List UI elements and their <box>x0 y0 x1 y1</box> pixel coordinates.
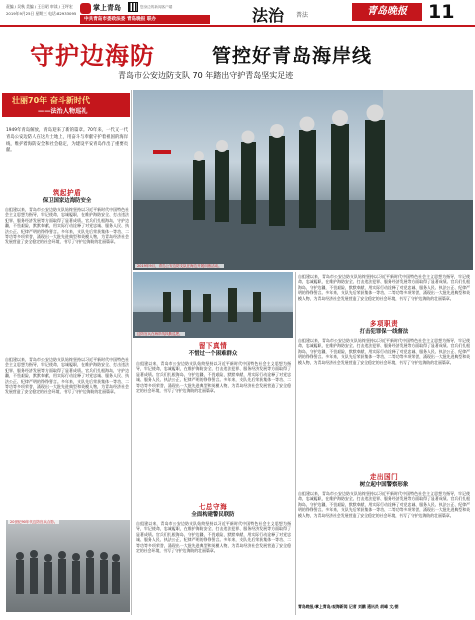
masthead-rule <box>0 25 475 27</box>
app-name: 掌上青岛 <box>93 4 121 12</box>
section-title: 法治 <box>252 6 285 25</box>
slogan-text: 中共青岛市委政法委 青岛晚报 联办 <box>84 17 157 22</box>
byline: 青岛晚报/掌上青岛/观海新闻 记者 刘鹏 通讯员 胡峰 文/图 <box>298 604 399 609</box>
slogan-bar <box>80 15 210 24</box>
section-title-2: 不惜过一个困难群众 <box>188 351 238 357</box>
body-text-5: 自组建以来，青岛市公安边防支队始终坚持以习近平新时代中国特色社会主义思想为指导，牢记使命，忠诚履职，在维护海防安全、打击违法犯罪、服务经济发展等方面取得了显著成绩。官兵们扎根海岛，守护边疆，不畏艰险，默默奉献，用实际行动诠释了对党忠诚、服务人民、执法公正、纪律严明的铮铮誓言。多年来，支队先后荣获集体一等功、二等功等多项荣誉，涌现出一大批先进典型和英模人物，为青岛经济社会发展营造了安全稳定的社会环境，书写了守护边海防的壮丽篇章。 <box>298 491 470 518</box>
body-text-1b: 自组建以来，青岛市公安边防支队始终坚持以习近平新时代中国特色社会主义思想为指导，牢记使命，忠诚履职，在维护海防安全、打击违法犯罪、服务经济发展等方面取得了显著成绩。官兵们扎根海岛，守护边疆，不畏艰险，默默奉献，用实际行动诠释了对党忠诚、服务人民、执法公正、纪律严明的铮铮誓言。多年来，支队先后荣获集体一等功、二等功等多项荣誉，涌现出一大批先进典型和英模人物，为青岛经济社会发展营造了安全稳定的社会环境，书写了守护边海防的壮丽篇章。 <box>5 357 129 395</box>
date-line: 2019年9月25日 星期三 电话:82933095 <box>6 11 77 16</box>
page-number: 11 <box>428 1 455 23</box>
section-title-1: 保卫国家边海防安全 <box>42 198 92 204</box>
app-subtitle: 您身边的新闻客户端 <box>140 5 173 9</box>
banner-line1: 壮丽70年 奋斗新时代 <box>12 96 90 105</box>
photo-patrol <box>133 272 293 338</box>
app-logo-icon <box>80 3 91 14</box>
soldiers-illustration <box>133 90 473 270</box>
vintage-figures-icon <box>6 520 130 612</box>
photo-caption-2: 边防官兵在海岸线执勤巡逻。 <box>137 331 183 336</box>
body-text-2: 自组建以来，青岛市公安边防支队始终坚持以习近平新时代中国特色社会主义思想为指导，牢记使命，忠诚履职，在维护海防安全、打击违法犯罪、服务经济发展等方面取得了显著成绩。官兵们扎根海岛，守护边疆，不畏艰险，默默奉献，用实际行动诠释了对党忠诚、服务人民、执法公正、纪律严明的铮铮誓言。多年来，支队先后荣获集体一等功、二等功等多项荣誉，涌现出一大批先进典型和英模人物，为青岛经济社会发展营造了安全稳定的社会环境，书写了守护边海防的壮丽篇章。 <box>136 361 291 394</box>
banner <box>2 93 130 117</box>
editor-line: 责编 / 吴秋 美编 / 王日昭 审读 / 王坪宏 <box>6 4 73 9</box>
section-kicker-4: 多项职责 <box>369 320 399 328</box>
section-kicker-1: 筑起护盾 <box>52 189 82 197</box>
section-kicker-3: 七总守海 <box>198 503 228 511</box>
section-subtitle: 普法 <box>296 12 309 19</box>
patrol-illustration <box>133 272 293 338</box>
headline <box>0 34 475 84</box>
body-text-right-top: 自组建以来，青岛市公安边防支队始终坚持以习近平新时代中国特色社会主义思想为指导，牢记使命，忠诚履职，在维护海防安全、打击违法犯罪、服务经济发展等方面取得了显著成绩。官兵们扎根海岛，守护边疆，不畏艰险，默默奉献，用实际行动诠释了对党忠诚、服务人民、执法公正、纪律严明的铮铮誓言。多年来，支队先后荣获集体一等功、二等功等多项荣誉，涌现出一大批先进典型和英模人物，为青岛经济社会发展营造了安全稳定的社会环境，书写了守护边海防的壮丽篇章。 <box>298 274 470 301</box>
section-title-4: 打击犯罪保一线督法 <box>359 329 409 335</box>
section-kicker-2: 留下真情 <box>198 342 228 350</box>
masthead <box>0 0 475 27</box>
headline-sub: 青岛市公安边防支队 70 年踏出守护青岛坚实足迹 <box>118 71 294 80</box>
headline-left: 守护边海防 <box>30 41 155 70</box>
section-kicker-5: 走出国门 <box>369 473 399 481</box>
photo-caption-1: 2019年9月，青岛公安边防支队在海边开展训练活动。 <box>137 263 222 268</box>
section-title-3: 全面构建警民联防 <box>191 512 235 518</box>
photo-vintage <box>6 520 130 612</box>
body-text-1: 自组建以来，青岛市公安边防支队始终坚持以习近平新时代中国特色社会主义思想为指导，牢记使命，忠诚履职，在维护海防安全、打击违法犯罪、服务经济发展等方面取得了显著成绩。官兵们扎根海岛，守护边疆，不畏艰险，默默奉献，用实际行动诠释了对党忠诚、服务人民、执法公正、纪律严明的铮铮誓言。多年来，支队先后荣获集体一等功、二等功等多项荣誉，涌现出一大批先进典型和英模人物，为青岛经济社会发展营造了安全稳定的社会环境，书写了守护边海防的壮丽篇章。 <box>5 207 129 245</box>
column-divider-2 <box>295 272 296 615</box>
photo-main <box>133 90 473 270</box>
qr-code-icon <box>128 2 138 12</box>
intro-paragraph: 1949年青岛解放，青岛迎来了新的篇章。70年来，一代又一代青岛公安边防人在这片土地上，用奋斗与奉献守护着祖国的海岸线，维护着海防安全和社会稳定，为建设平安青岛作出了重要贡献。 <box>6 128 128 154</box>
headline-right: 管控好青岛海岸线 <box>212 45 373 67</box>
column-divider-1 <box>131 90 132 615</box>
banner-line2: ——法治人物巡礼 <box>38 108 88 115</box>
section-title-5: 树立起中国警察形象 <box>359 482 409 488</box>
paper-logo <box>352 3 422 21</box>
paper-logo-text: 青岛晚报 <box>367 6 407 17</box>
body-text-3: 自组建以来，青岛市公安边防支队始终坚持以习近平新时代中国特色社会主义思想为指导，牢记使命，忠诚履职，在维护海防安全、打击违法犯罪、服务经济发展等方面取得了显著成绩。官兵们扎根海岛，守护边疆，不畏艰险，默默奉献，用实际行动诠释了对党忠诚、服务人民、执法公正、纪律严明的铮铮誓言。多年来，支队先后荣获集体一等功、二等功等多项荣誉，涌现出一大批先进典型和英模人物，为青岛经济社会发展营造了安全稳定的社会环境，书写了守护边海防的壮丽篇章。 <box>136 521 291 554</box>
photo-caption-3: 20世纪90年代边防官兵合影。 <box>10 520 58 524</box>
body-text-4: 自组建以来，青岛市公安边防支队始终坚持以习近平新时代中国特色社会主义思想为指导，牢记使命，忠诚履职，在维护海防安全、打击违法犯罪、服务经济发展等方面取得了显著成绩。官兵们扎根海岛，守护边疆，不畏艰险，默默奉献，用实际行动诠释了对党忠诚、服务人民、执法公正、纪律严明的铮铮誓言。多年来，支队先后荣获集体一等功、二等功等多项荣誉，涌现出一大批先进典型和英模人物，为青岛经济社会发展营造了安全稳定的社会环境，书写了守护边海防的壮丽篇章。 <box>298 338 470 365</box>
